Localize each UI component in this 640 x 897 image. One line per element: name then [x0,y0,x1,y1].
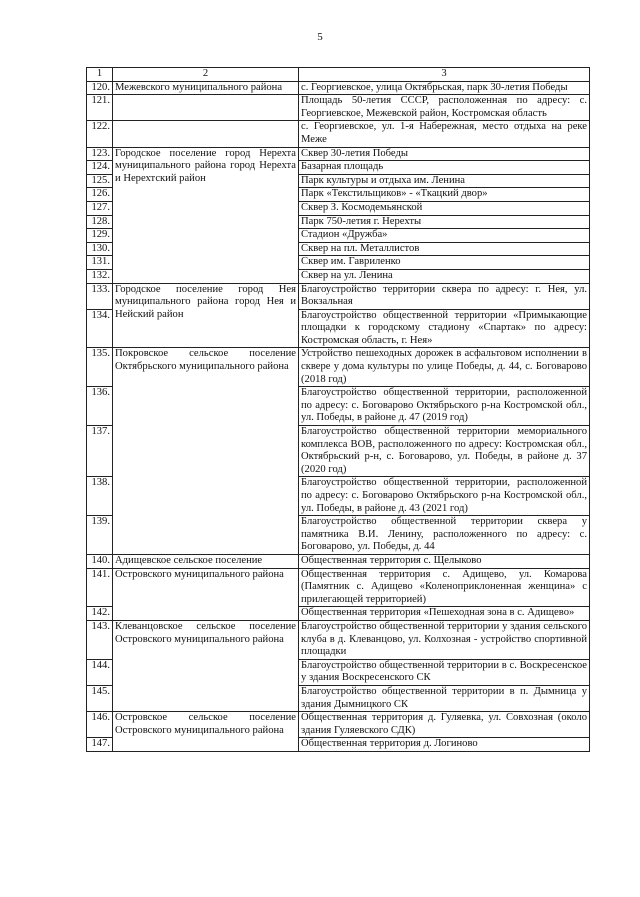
table-body [87,68,590,752]
municipality-cell: Городское поселение город Нея муниципального района город Нея и Нейский район [113,283,299,348]
territory-cell: Парк культуры и отдыха им. Ленина [299,174,590,188]
header-cell-2: 2 [113,68,299,82]
territory-cell: с. Георгиевское, улица Октябрьская, парк 30-летия Победы [299,81,590,95]
territory-cell: Благоустройство общественной территории «Примыкающие площадки к городскому стадиону «Спартак» по адресу: Костромская область, г. Нея» [299,309,590,348]
row-number: 129. [87,229,113,243]
territory-cell: Благоустройство общественной территории мемориального комплекса ВОВ, расположенного по адресу: Костромская обл., Октябрьский р-н, с. Боговарово, ул. Победы, в районе д. 37 (2020 год) [299,426,590,477]
territory-cell: Стадион «Дружба» [299,229,590,243]
territory-cell: Сквер на пл. Металлистов [299,242,590,256]
row-number: 136. [87,387,113,426]
row-number: 134. [87,309,113,348]
table-row [87,712,590,738]
territory-cell: Устройство пешеходных дорожек в асфальтовом исполнении в сквере у дома культуры по улице Победы, д. 44, с. Боговарово (2018 год) [299,348,590,387]
municipality-cell [113,95,299,121]
row-number: 146. [87,712,113,738]
row-number: 135. [87,348,113,387]
row-number: 137. [87,426,113,477]
row-number: 142. [87,607,113,621]
territory-cell: Парк «Текстильщиков» - «Ткацкий двор» [299,188,590,202]
territory-cell: Благоустройство территории сквера по адресу: г. Нея, ул. Вокзальная [299,283,590,309]
municipality-cell: Покровское сельское поселение Октябрьского муниципального района [113,348,299,555]
municipality-cell: Адищевское сельское поселение [113,554,299,568]
row-number: 132. [87,269,113,283]
row-number: 138. [87,477,113,516]
row-number: 125. [87,174,113,188]
row-number: 140. [87,554,113,568]
territory-cell: Благоустройство общественной территории, расположенной по адресу: с. Боговарово Октябрьского р-на Костромской обл., ул. Победы, в районе д. 47 (2019 год) [299,387,590,426]
territory-cell: Общественная территория «Пешеходная зона в с. Адищево» [299,607,590,621]
table-row [87,283,590,309]
row-number: 121. [87,95,113,121]
table-row [87,147,590,161]
table-row [87,348,590,387]
table-row [87,620,590,659]
table-row [87,81,590,95]
row-number: 124. [87,161,113,175]
table-row [87,95,590,121]
row-number: 143. [87,620,113,659]
territory-cell: Благоустройство общественной территории в п. Дымница у здания Дымницкого СК [299,685,590,711]
territories-table [86,67,590,752]
municipality-cell: Островского муниципального района [113,568,299,620]
territory-cell: Общественная территория д. Гуляевка, ул. Совхозная (около здания Гуляевского СДК) [299,712,590,738]
row-number: 139. [87,516,113,555]
row-number: 141. [87,568,113,607]
row-number: 145. [87,685,113,711]
territory-cell: Благоустройство общественной территории в с. Воскресенское у здания Воскресенского СК [299,659,590,685]
row-number: 120. [87,81,113,95]
table-row [87,121,590,147]
territory-cell: Общественная территория с. Адищево, ул. Комарова (Памятник с. Адищево «Коленоприклоненная женщина» с прилегающей территорией) [299,568,590,607]
row-number: 127. [87,201,113,215]
row-number: 123. [87,147,113,161]
row-number: 133. [87,283,113,309]
row-number: 144. [87,659,113,685]
row-number: 131. [87,256,113,270]
territory-cell: Благоустройство общественной территории, расположенной по адресу: с. Боговарово Октябрьского р-на Костромской обл., ул. Победы, в районе д. 43 (2021 год) [299,477,590,516]
municipality-cell: Островское сельское поселение Островского муниципального района [113,712,299,752]
territory-cell: Сквер на ул. Ленина [299,269,590,283]
table-row [87,568,590,607]
territory-cell: Сквер 30-летия Победы [299,147,590,161]
row-number: 122. [87,121,113,147]
header-cell-1: 1 [87,68,113,82]
row-number: 147. [87,738,113,752]
row-number: 130. [87,242,113,256]
table-row [87,554,590,568]
header-row [87,68,590,82]
territory-cell: Общественная территория д. Логиново [299,738,590,752]
territory-cell: Общественная территория с. Щелыково [299,554,590,568]
territory-cell: Благоустройство общественной территории у здания сельского клуба в д. Клеванцово, ул. Колхозная - устройство спортивной площадки [299,620,590,659]
territory-cell: с. Георгиевское, ул. 1-я Набережная, место отдыха на реке Меже [299,121,590,147]
territory-cell: Сквер З. Космодемьянской [299,201,590,215]
row-number: 126. [87,188,113,202]
row-number: 128. [87,215,113,229]
territory-cell: Благоустройство общественной территории сквера у памятника В.И. Ленину, расположенного по адресу: с. Боговарово, ул. Победы, д. 44 [299,516,590,555]
header-cell-3: 3 [299,68,590,82]
municipality-cell: Межевского муниципального района [113,81,299,95]
territory-cell: Площадь 50-летия СССР, расположенная по адресу: с. Георгиевское, Межевской район, Костромская область [299,95,590,121]
page-number: 5 [317,31,323,43]
municipality-cell: Клеванцовское сельское поселение Островского муниципального района [113,620,299,711]
territory-cell: Парк 750-летия г. Нерехты [299,215,590,229]
territory-cell: Базарная площадь [299,161,590,175]
municipality-cell [113,121,299,147]
municipality-cell: Городское поселение город Нерехта муниципального района город Нерехта и Нерехтский район [113,147,299,283]
territory-cell: Сквер им. Гавриленко [299,256,590,270]
